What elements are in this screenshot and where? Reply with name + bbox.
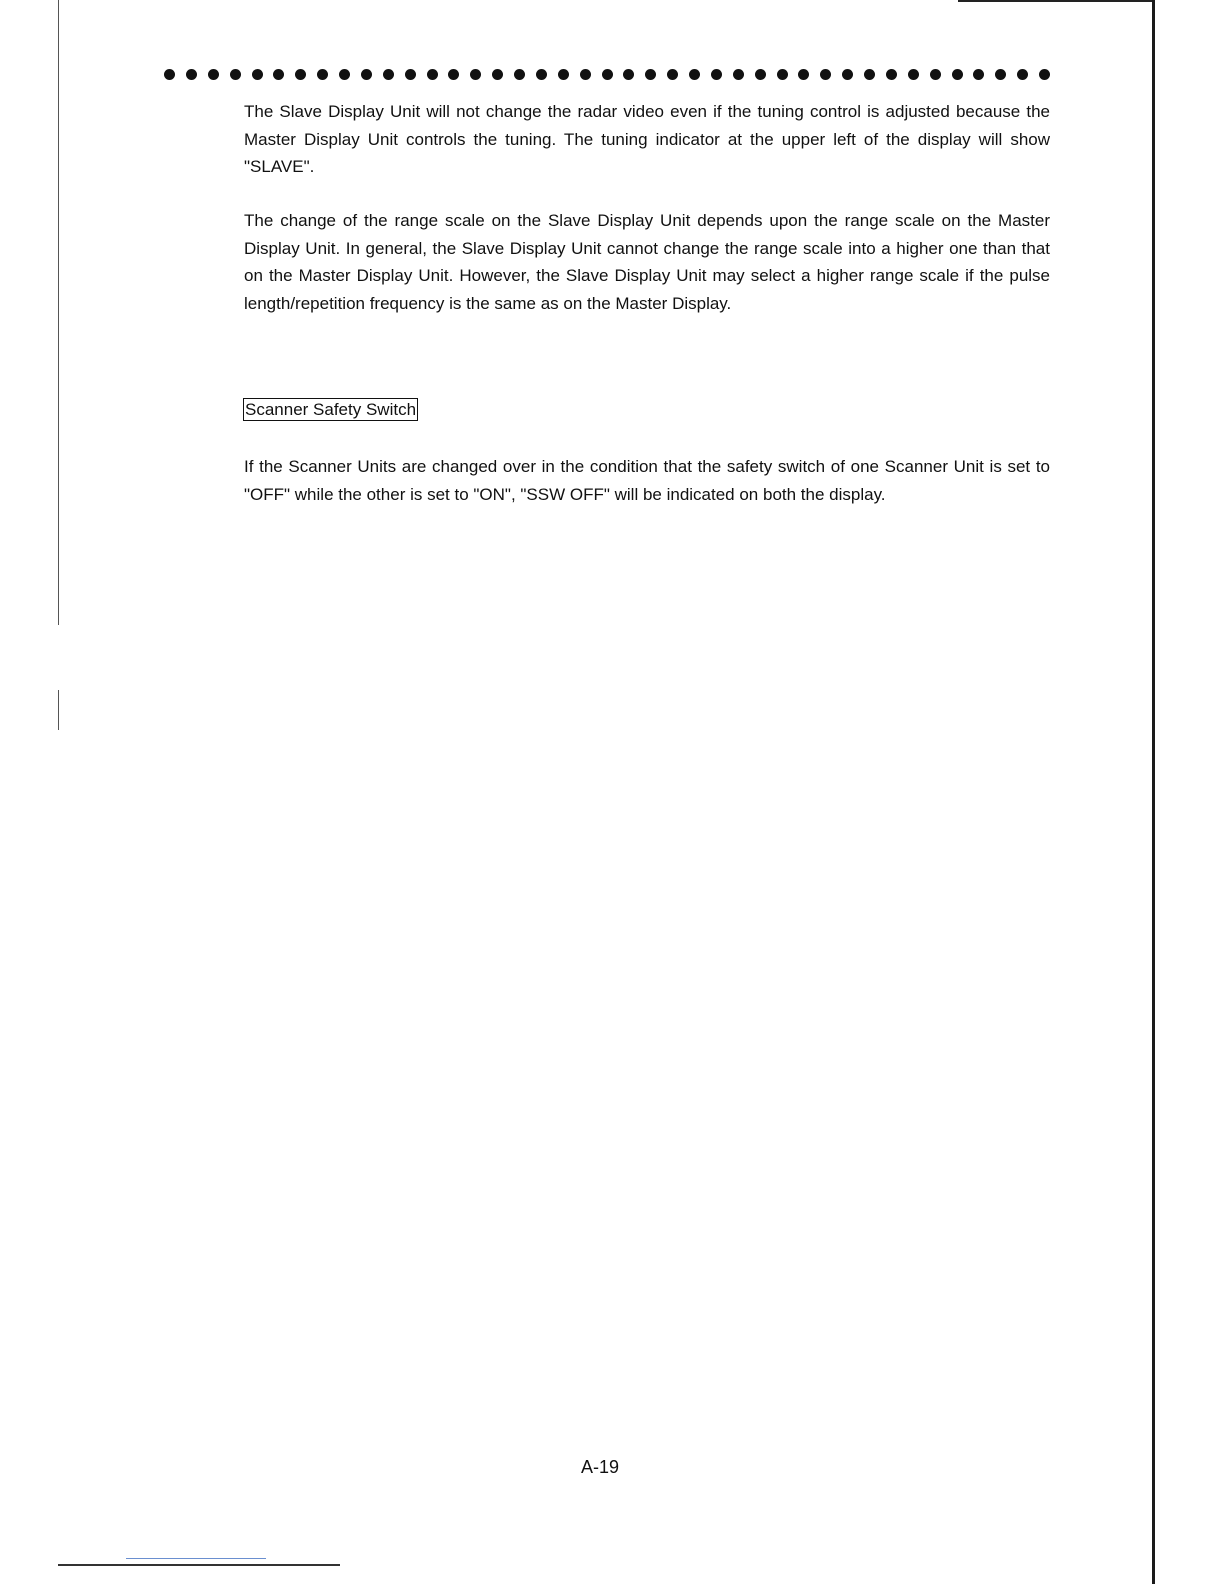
separator-dot bbox=[711, 69, 722, 80]
separator-dot bbox=[470, 69, 481, 80]
separator-dot bbox=[230, 69, 241, 80]
separator-dot bbox=[514, 69, 525, 80]
separator-dot bbox=[427, 69, 438, 80]
separator-dot bbox=[1039, 69, 1050, 80]
separator-dot bbox=[952, 69, 963, 80]
separator-dot bbox=[733, 69, 744, 80]
separator-dot bbox=[623, 69, 634, 80]
separator-dot bbox=[842, 69, 853, 80]
separator-dot bbox=[798, 69, 809, 80]
separator-dot bbox=[886, 69, 897, 80]
scan-edge-bottom bbox=[58, 1564, 340, 1566]
section-heading-scanner-safety-switch: Scanner Safety Switch bbox=[245, 400, 417, 419]
separator-dot bbox=[645, 69, 656, 80]
separator-dot bbox=[317, 69, 328, 80]
separator-dot bbox=[602, 69, 613, 80]
separator-dot bbox=[186, 69, 197, 80]
separator-dot bbox=[995, 69, 1006, 80]
separator-dot bbox=[864, 69, 875, 80]
scan-edge-right bbox=[1152, 0, 1155, 1584]
scan-edge-top bbox=[958, 0, 1154, 2]
scan-edge-bottom-tint bbox=[126, 1558, 266, 1559]
separator-dot bbox=[164, 69, 175, 80]
separator-dot bbox=[1017, 69, 1028, 80]
page-number: A-19 bbox=[580, 1457, 620, 1477]
paragraph-slave-tuning: The Slave Display Unit will not change the radar video even if the tuning control is adjusted because the Master Display Unit controls the tuning. The tuning indicator at the upper left of the display will show "SLAVE". bbox=[244, 102, 1050, 176]
separator-dot bbox=[908, 69, 919, 80]
scan-edge-left bbox=[58, 0, 59, 625]
dot-separator bbox=[164, 67, 1050, 81]
separator-dot bbox=[973, 69, 984, 80]
paragraph-range-scale: The change of the range scale on the Slave Display Unit depends upon the range scale on the Master Display Unit. In general, the Slave Display Unit cannot change the range scale into a higher one than that on the Master Display Unit. However, the Slave Display Unit may select a higher range scale if the pulse length/repetition frequency is the same as on the Master Display. bbox=[244, 211, 1050, 313]
separator-dot bbox=[755, 69, 766, 80]
separator-dot bbox=[536, 69, 547, 80]
separator-dot bbox=[448, 69, 459, 80]
separator-dot bbox=[667, 69, 678, 80]
separator-dot bbox=[777, 69, 788, 80]
separator-dot bbox=[339, 69, 350, 80]
separator-dot bbox=[361, 69, 372, 80]
separator-dot bbox=[383, 69, 394, 80]
separator-dot bbox=[492, 69, 503, 80]
separator-dot bbox=[558, 69, 569, 80]
separator-dot bbox=[252, 69, 263, 80]
separator-dot bbox=[208, 69, 219, 80]
separator-dot bbox=[820, 69, 831, 80]
scan-edge-left-fragment bbox=[58, 690, 59, 730]
separator-dot bbox=[930, 69, 941, 80]
separator-dot bbox=[295, 69, 306, 80]
separator-dot bbox=[689, 69, 700, 80]
separator-dot bbox=[580, 69, 591, 80]
separator-dot bbox=[405, 69, 416, 80]
paragraph-safety-switch: If the Scanner Units are changed over in the condition that the safety switch of one Scanner Unit is set to "OFF" while the other is set to "ON", "SSW OFF" will be indicated on both the display. bbox=[244, 457, 1050, 504]
separator-dot bbox=[273, 69, 284, 80]
